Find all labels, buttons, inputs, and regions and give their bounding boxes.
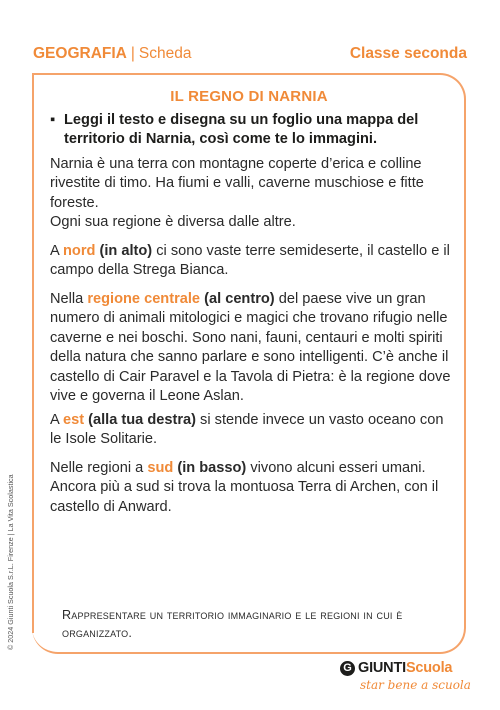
brand-tagline: star bene a scuola [360, 678, 471, 692]
card-left-border [32, 73, 34, 633]
subject-name: GEOGRAFIA [33, 45, 127, 62]
position-east: (alla tua destra) [84, 412, 196, 428]
header-separator: | [130, 45, 135, 62]
text-fragment: A [50, 243, 63, 259]
text-fragment: vivono alcuni esseri umani. Ancora più a sud si trova la montuosa Terra di Archen, con il castello di Anward. [50, 460, 439, 515]
text-fragment: del paese vive un gran numero di animali mitologici e magici che trovano rifugio nelle caverne e nei boschi. Sono nani, fauni, centauri e molti spiriti della natura che sanno parlare e sono intelligenti. C’è anche il castello di Cair Paravel e la Tavola di Pietra: è la regione dove vive e governa il Leone Aslan. [50, 291, 451, 405]
page-title: IL REGNO DI NARNIA [170, 88, 328, 105]
paragraph-intro-line1: Narnia è una terra con montagne coperte d’erica e colline rivestite di timo. Ha fiumi e valli, caverne muschiose e fitte foreste. [50, 156, 424, 211]
paragraph-north [50, 242, 454, 281]
text-fragment: Nella [50, 291, 88, 307]
class-label: Classe seconda [349, 45, 467, 62]
keyword-south: sud [147, 460, 174, 476]
publisher-logo [340, 660, 470, 700]
giunti-logo-icon: G [340, 661, 355, 676]
brand-name-part2: Scuola [405, 660, 453, 676]
paragraph-intro-line2: Ogni sua regione è diversa dalle altre. [50, 214, 296, 231]
paragraph-south [50, 459, 454, 517]
keyword-center: regione centrale [87, 291, 201, 307]
keyword-east: est [62, 412, 85, 428]
instruction-text: Leggi il testo e disegna su un foglio una mappa del territorio di Narnia, così come te lo immagini. [64, 112, 419, 147]
text-fragment: Nelle regioni a [50, 460, 148, 476]
learning-objective: Rappresentare un territorio immaginario e le regioni in cui è organizzato. [62, 608, 403, 640]
text-fragment: ci sono vaste terre semideserte, il castello e il campo della Strega Bianca. [50, 243, 450, 279]
position-south: (in basso) [173, 460, 247, 476]
instruction [50, 111, 450, 148]
bullet-icon: ▪ [50, 112, 56, 128]
text-fragment: A [50, 412, 63, 428]
keyword-north: nord [62, 243, 96, 259]
sheet-type: Scheda [138, 45, 192, 62]
text-fragment: si stende invece un vasto oceano con le Isole Solitarie. [50, 412, 444, 448]
brand-name [358, 660, 452, 676]
brand-name-part1: GIUNTI [358, 660, 406, 676]
subject-label [33, 45, 191, 63]
paragraph-east [50, 411, 454, 450]
paragraph-center [50, 290, 454, 406]
page-header [33, 45, 467, 67]
position-center: (al centro) [200, 291, 275, 307]
position-north: (in alto) [95, 243, 153, 259]
copyright-note: © 2024 Giunti Scuola S.r.L. Firenze | La Vita Scolastica [6, 474, 15, 650]
paragraph-intro [50, 155, 454, 233]
